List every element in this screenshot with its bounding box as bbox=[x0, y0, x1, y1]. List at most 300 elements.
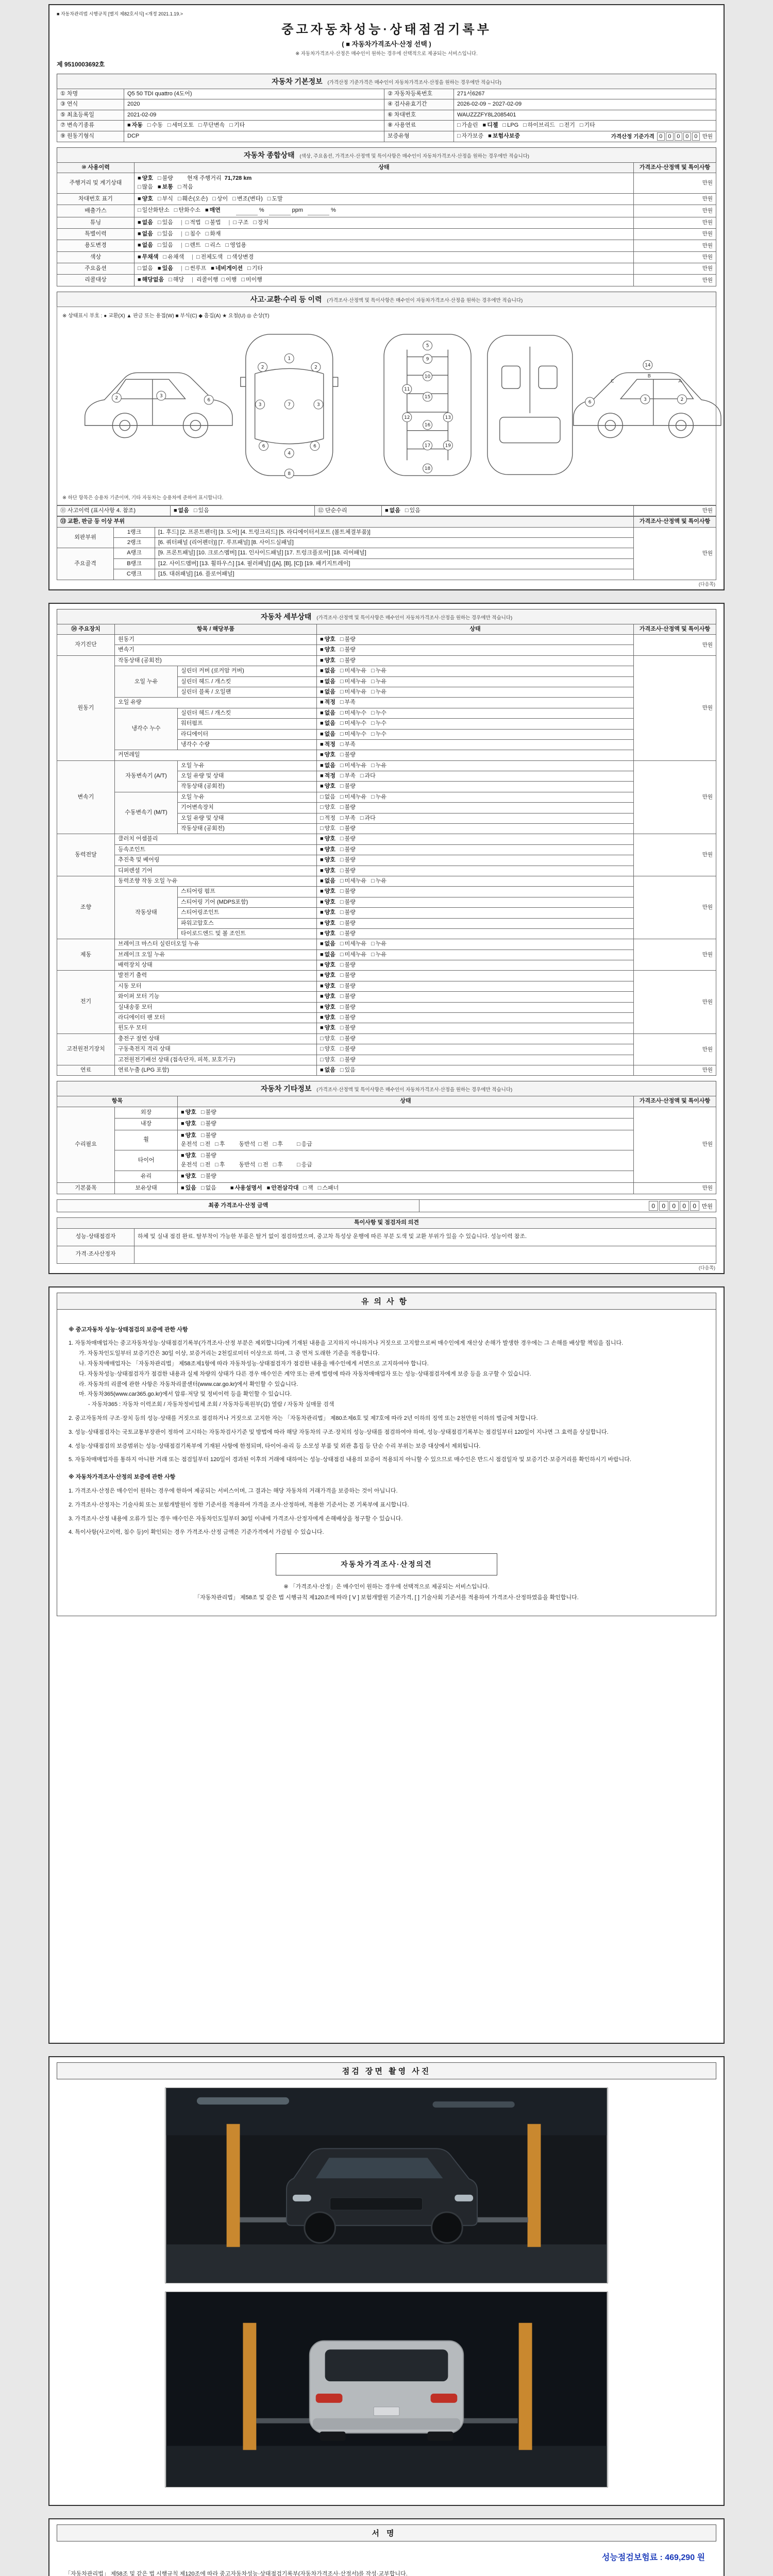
notice-line: 1. 자동차매매업자는 중고자동차성능·상태점검기록부(가격조사·산정 부분은 제외합니다)에 기재된 내용을 고지하지 아니하거나 거짓으로 고지함으로써 매수인에게 재산상 손해가 발생한 경우에는 그 손해를 배상할 책임을 집니다. bbox=[69, 1340, 624, 1347]
next-page-marker: (다음쪽) bbox=[698, 1265, 715, 1270]
gap bbox=[288, 1161, 297, 1169]
price-digit: 0 bbox=[659, 1201, 668, 1211]
part-name: 라디에이터 bbox=[178, 729, 317, 739]
svg-text:3: 3 bbox=[644, 397, 647, 402]
checkbox-label: 없음 bbox=[324, 688, 335, 695]
checkbox bbox=[320, 709, 335, 717]
detail-state-cell bbox=[317, 897, 634, 907]
checkbox bbox=[320, 636, 335, 643]
part-name: 워터펌프 bbox=[178, 719, 317, 729]
section-etc-title: 자동차 기타정보 bbox=[260, 1084, 312, 1093]
etc-state-cell bbox=[178, 1171, 634, 1182]
checkbox bbox=[320, 1024, 335, 1032]
checkbox-label: 네비게이션 bbox=[215, 265, 243, 272]
reg-no-label: ② 자동차등록번호 bbox=[384, 89, 454, 99]
device-name: 전기 bbox=[57, 971, 115, 1033]
checkbox-glyph: □ bbox=[200, 1109, 205, 1115]
usage-state-cell bbox=[135, 263, 634, 275]
checkbox-glyph: ■ bbox=[174, 507, 177, 514]
checkbox bbox=[178, 195, 208, 203]
checkbox-glyph: □ bbox=[340, 951, 344, 958]
checkbox-glyph: □ bbox=[340, 972, 344, 979]
checkbox bbox=[340, 709, 366, 717]
usage-history-row bbox=[57, 173, 716, 193]
checkbox-label: 없음 bbox=[324, 1067, 335, 1073]
etc-row bbox=[57, 1150, 716, 1171]
rank-items: [1. 후드] [2. 프론트펜더] [3. 도어] [4. 트렁크리드] [5. 라디에이터서포트 (볼트체결부품)] bbox=[155, 527, 634, 537]
part-name: 추진축 및 베어링 bbox=[115, 855, 317, 866]
notice-line: 4. 성능·상태점검의 보증범위는 성능·상태점검기록부에 기재된 사항에 한정되며, 타이어·유리 등 소모성 부품 및 외관 흠집 등 단순 수리 부위는 보증 대상에서 제외됩니다. bbox=[69, 1443, 481, 1449]
checkbox-glyph: ■ bbox=[181, 1173, 184, 1180]
detail-state-cell bbox=[317, 1013, 634, 1023]
checkbox-label: 없음 bbox=[324, 720, 335, 727]
text: 운전석 bbox=[181, 1141, 197, 1147]
checkbox bbox=[502, 122, 518, 129]
checkbox-label: 변조(변타) bbox=[237, 195, 263, 202]
checkbox-label: 불량 bbox=[344, 836, 356, 842]
checkbox-glyph: □ bbox=[185, 242, 189, 249]
checkbox-glyph: □ bbox=[174, 207, 178, 214]
checkbox-label: 수동 bbox=[152, 122, 163, 129]
svg-text:6: 6 bbox=[588, 399, 592, 405]
checkbox bbox=[457, 122, 478, 129]
detail-row bbox=[57, 939, 716, 950]
part-name: 동력조향 작동 오일 누유 bbox=[115, 876, 317, 886]
subsystem-name: 작동상태 bbox=[115, 887, 178, 939]
checkbox-glyph: ■ bbox=[320, 678, 324, 685]
usage-history-row bbox=[57, 193, 716, 205]
table-header-row bbox=[57, 162, 716, 173]
checkbox-label: 있음 bbox=[409, 507, 421, 514]
etc-state-cell bbox=[178, 1107, 634, 1118]
checkbox-label: 불량 bbox=[344, 1004, 356, 1010]
reg-no-value: 271서6267 bbox=[454, 89, 716, 99]
checkbox-label: 장치 bbox=[257, 219, 269, 226]
checkbox-glyph: ■ bbox=[157, 265, 161, 272]
checkbox bbox=[205, 207, 221, 214]
checkbox-label: 불량 bbox=[344, 867, 356, 874]
usage-state-cell bbox=[135, 275, 634, 286]
checkbox-label: 기타 bbox=[251, 265, 263, 272]
panel-rank-table bbox=[57, 516, 716, 580]
text: 현재 주행거리 bbox=[187, 175, 222, 181]
checkbox-glyph: □ bbox=[200, 1153, 205, 1159]
checkbox-glyph: □ bbox=[340, 699, 344, 706]
checkbox-glyph: □ bbox=[371, 678, 375, 685]
checkbox bbox=[371, 667, 386, 675]
part-name: 연료누출 (LPG 포함) bbox=[115, 1065, 317, 1076]
checkbox-label: 적정 bbox=[324, 699, 335, 706]
notice-line: 라. 자동차의 리콜에 관한 사항은 자동차리콜센터(www.car.go.kr)에서 확인할 수 있습니다. bbox=[79, 1381, 298, 1387]
checkbox-label: 하이브리드 bbox=[527, 122, 555, 129]
checkbox-glyph: □ bbox=[340, 836, 344, 842]
checkbox bbox=[340, 1035, 356, 1043]
checkbox bbox=[320, 762, 335, 770]
usage-item-name: 배출가스 bbox=[57, 205, 135, 217]
checkbox-glyph: □ bbox=[229, 122, 233, 129]
notice-line: - 자동차365 : 자동차 이력조회 / 자동차정비업체 조회 / 자동차등록원부(갑) 열람 / 자동차 실매물 검색 bbox=[88, 1401, 334, 1408]
checkbox-glyph: □ bbox=[273, 1161, 277, 1168]
checkbox-glyph: □ bbox=[247, 265, 251, 272]
detail-state-cell bbox=[317, 666, 634, 676]
part-name: 원동기 bbox=[115, 634, 317, 645]
checkbox-glyph: ■ bbox=[385, 507, 389, 514]
checkbox bbox=[201, 1152, 216, 1160]
checkbox-label: 부식 bbox=[162, 195, 173, 202]
etc-info-table bbox=[57, 1096, 716, 1194]
rank-name: B랭크 bbox=[114, 558, 155, 569]
checkbox bbox=[320, 667, 335, 675]
checkbox-glyph: □ bbox=[303, 1184, 307, 1191]
part-name: 기어변속장치 bbox=[178, 803, 317, 813]
checkbox-label: 상이 bbox=[217, 195, 228, 202]
svg-text:7: 7 bbox=[288, 402, 291, 408]
svg-text:12: 12 bbox=[404, 415, 410, 420]
checkbox-glyph: ■ bbox=[482, 122, 486, 129]
part-name: 실내송풍 모터 bbox=[115, 1002, 317, 1012]
checkbox bbox=[320, 1045, 335, 1053]
section-basic-title: 자동차 기본정보 bbox=[272, 77, 323, 86]
checkbox-glyph: □ bbox=[340, 825, 344, 832]
section-overall bbox=[57, 147, 716, 162]
detail-state-cell bbox=[317, 645, 634, 655]
svg-text:B: B bbox=[647, 374, 651, 379]
device-name: 동력전달 bbox=[57, 834, 115, 876]
table-row bbox=[57, 131, 716, 142]
checkbox-glyph: □ bbox=[340, 930, 344, 937]
checkbox-glyph: □ bbox=[233, 219, 237, 226]
checkbox-label: 양호 bbox=[324, 783, 335, 790]
detail-state-cell bbox=[317, 981, 634, 991]
checkbox-glyph: □ bbox=[138, 207, 141, 214]
checkbox bbox=[258, 1141, 268, 1148]
checkbox-glyph: □ bbox=[405, 507, 409, 514]
checkbox bbox=[253, 219, 268, 227]
checkbox bbox=[258, 1161, 268, 1169]
fuel-options bbox=[454, 121, 716, 131]
checkbox-label: 디젤 bbox=[487, 122, 498, 129]
checkbox-glyph: □ bbox=[340, 1025, 344, 1031]
detail-row bbox=[57, 666, 716, 676]
checkbox-label: 누유 bbox=[375, 793, 387, 800]
svg-text:10: 10 bbox=[424, 374, 431, 380]
checkbox bbox=[320, 804, 335, 811]
part-name: 브레이크 마스터 실린더오일 누유 bbox=[115, 939, 317, 950]
usage-state-cell bbox=[135, 240, 634, 251]
svg-text:13: 13 bbox=[445, 415, 451, 420]
detail-state-cell bbox=[317, 844, 634, 855]
part-name: 파워고압호스 bbox=[178, 918, 317, 928]
checkbox bbox=[340, 1014, 356, 1022]
opinion-author: 성능·상태점검자 bbox=[57, 1228, 135, 1246]
etc-group-header: 항목 bbox=[57, 1096, 178, 1107]
etc-row bbox=[57, 1107, 716, 1118]
checkbox-glyph: ■ bbox=[320, 941, 324, 947]
usage-history-row bbox=[57, 240, 716, 251]
table-row bbox=[57, 121, 716, 131]
checkbox-glyph: ■ bbox=[320, 1067, 324, 1073]
price-cell: 만원 bbox=[634, 527, 716, 580]
state-line bbox=[181, 1184, 630, 1193]
detail-state-cell bbox=[317, 782, 634, 792]
checkbox-glyph: ■ bbox=[138, 230, 141, 237]
checkbox-glyph: ■ bbox=[211, 265, 214, 272]
detail-state-cell bbox=[317, 876, 634, 886]
checkbox bbox=[206, 242, 221, 249]
checkbox-label: 스패너 bbox=[322, 1184, 339, 1191]
checkbox bbox=[181, 1152, 196, 1160]
checkbox-glyph: □ bbox=[340, 962, 344, 969]
detail-row bbox=[57, 645, 716, 655]
detail-state-cell bbox=[317, 887, 634, 897]
checkbox-label: 양호 bbox=[324, 804, 335, 811]
checkbox bbox=[560, 122, 575, 129]
separator: | bbox=[180, 242, 182, 249]
checkbox-glyph: □ bbox=[340, 752, 344, 758]
panel-rank-row bbox=[57, 538, 716, 548]
checkbox-glyph: □ bbox=[200, 1184, 205, 1191]
rank-name: A랭크 bbox=[114, 548, 155, 558]
checkbox bbox=[340, 804, 356, 811]
checkbox-label: 구조 bbox=[238, 219, 249, 226]
price-digit: 0 bbox=[669, 1201, 679, 1211]
checkbox bbox=[233, 219, 248, 227]
checkbox bbox=[158, 175, 173, 182]
detail-state-cell bbox=[317, 971, 634, 981]
checkbox-glyph: □ bbox=[340, 899, 344, 905]
checkbox bbox=[196, 253, 223, 261]
checkbox bbox=[230, 1184, 262, 1192]
checkbox-label: 양호 bbox=[324, 752, 335, 758]
checkbox-label: 불량 bbox=[162, 175, 173, 181]
detail-state-cell bbox=[317, 676, 634, 687]
checkbox bbox=[158, 195, 173, 203]
checkbox-label: 있음 bbox=[162, 219, 173, 226]
checkbox-label: 없음 bbox=[142, 230, 153, 237]
etc-item-name: 휠 bbox=[115, 1130, 178, 1150]
checkbox bbox=[163, 253, 184, 261]
detail-row bbox=[57, 971, 716, 981]
checkbox-label: 양호 bbox=[324, 1025, 335, 1031]
usage-state-cell bbox=[135, 228, 634, 240]
rank-items: [6. 쿼터패널 (리어펜더)] [7. 루프패널] [8. 사이드실패널] bbox=[155, 538, 634, 548]
checkbox-glyph: □ bbox=[200, 1141, 204, 1147]
sheet-photos bbox=[48, 2056, 725, 2506]
usage-item-name: 특별이력 bbox=[57, 228, 135, 240]
checkbox-glyph: □ bbox=[241, 277, 245, 283]
svg-text:A: A bbox=[678, 379, 682, 384]
price-cell: 만원 bbox=[634, 205, 716, 217]
checkbox-glyph: □ bbox=[340, 867, 344, 874]
checkbox bbox=[488, 132, 520, 140]
checkbox bbox=[340, 815, 356, 822]
part-name: 스티어링 펌프 bbox=[178, 887, 317, 897]
checkbox-glyph: □ bbox=[157, 230, 161, 237]
section-accident-title: 사고·교환·수리 등 이력 bbox=[250, 295, 322, 303]
panel-rank-row bbox=[57, 569, 716, 580]
base-price-label: 가격산정 기준가격 bbox=[611, 133, 654, 140]
vin-label: ⑥ 차대번호 bbox=[384, 110, 454, 120]
value: 71,728 km bbox=[224, 175, 252, 181]
checkbox bbox=[158, 265, 173, 273]
law-note: ■ 자동차관리법 시행규칙 [별지 제82호서식] <개정 2021.1.19.> bbox=[57, 11, 183, 16]
checkbox-label: 양호 bbox=[324, 1004, 335, 1010]
notice-title: 유의사항 bbox=[57, 1293, 716, 1310]
checkbox-label: 가솔린 bbox=[461, 122, 478, 129]
checkbox bbox=[138, 253, 159, 261]
checkbox-label: 자동 bbox=[131, 122, 143, 129]
checkbox-glyph: ■ bbox=[320, 709, 324, 716]
checkbox bbox=[320, 1035, 335, 1043]
checkbox-label: 미세누유 bbox=[344, 668, 367, 674]
checkbox-glyph: □ bbox=[200, 1173, 205, 1180]
checkbox-glyph: ■ bbox=[320, 1025, 324, 1031]
table-row bbox=[57, 1199, 716, 1212]
part-name: 변속기 bbox=[115, 645, 317, 655]
table-row bbox=[57, 505, 716, 516]
checkbox-label: 불량 bbox=[344, 909, 356, 916]
checkbox bbox=[320, 867, 335, 875]
checkbox-label: 있음 bbox=[185, 1184, 196, 1191]
checkbox-label: 없음 bbox=[324, 877, 335, 884]
price-cell: 만원 bbox=[634, 505, 716, 516]
checkbox bbox=[340, 657, 356, 665]
blank-field bbox=[269, 207, 291, 215]
part-name: 윈도우 모터 bbox=[115, 1023, 317, 1033]
checkbox bbox=[186, 219, 201, 227]
checkbox-label: 전 bbox=[263, 1141, 268, 1147]
checkbox bbox=[320, 835, 335, 843]
overall-state-table bbox=[57, 162, 716, 286]
signature-body bbox=[57, 2541, 716, 2576]
checkbox-label: 양호 bbox=[324, 899, 335, 905]
checkbox-glyph: ■ bbox=[138, 253, 141, 260]
usage-history-row bbox=[57, 228, 716, 240]
signature-line: 「자동차관리법」 제58조 및 같은 법 시행규칙 제120조에 따라 중고자동차성능·상태점검기록부(자동차가격조사·산정서)를 작성·교부합니다. bbox=[65, 2570, 408, 2576]
checkbox-label: 양호 bbox=[142, 175, 153, 181]
checkbox-label: 양호 bbox=[185, 1121, 196, 1127]
detail-row bbox=[57, 792, 716, 802]
separator: | bbox=[180, 265, 182, 272]
checkbox-glyph: ■ bbox=[320, 867, 324, 874]
checkbox bbox=[198, 122, 225, 129]
checkbox-label: 없음 bbox=[324, 731, 335, 737]
checkbox bbox=[340, 835, 356, 843]
checkbox-glyph: □ bbox=[457, 132, 461, 139]
state-line bbox=[181, 1172, 630, 1181]
year-value: 2020 bbox=[124, 99, 384, 110]
detail-state-cell bbox=[317, 918, 634, 928]
device-header: ⑭ 주요장치 bbox=[57, 624, 115, 634]
svg-text:2: 2 bbox=[680, 397, 684, 402]
svg-text:6: 6 bbox=[313, 444, 316, 449]
checkbox-glyph: ■ bbox=[320, 909, 324, 916]
accident-diagram-box bbox=[57, 307, 716, 505]
checkbox-glyph: □ bbox=[157, 242, 161, 249]
checkbox-label: 누유 bbox=[375, 951, 387, 958]
notice-line: 4. 특이사항(사고이력, 침수 등)이 확인되는 경우 가격조사·산정 금액은 기준가격에서 가감될 수 있습니다. bbox=[69, 1529, 324, 1536]
price-cell: 만원 bbox=[634, 634, 716, 655]
checkbox-label: 과다 bbox=[364, 773, 376, 779]
checkbox bbox=[158, 219, 173, 227]
state-line bbox=[181, 1151, 630, 1160]
checkbox bbox=[340, 699, 356, 706]
checkbox-glyph: □ bbox=[177, 184, 181, 191]
checkbox-label: 세미오토 bbox=[172, 122, 194, 129]
detail-state-cell bbox=[317, 950, 634, 960]
signature-lines bbox=[65, 2569, 708, 2576]
detail-row bbox=[57, 634, 716, 645]
checkbox-glyph: □ bbox=[200, 1132, 205, 1139]
checkbox bbox=[340, 1056, 356, 1064]
detail-row bbox=[57, 844, 716, 855]
checkbox bbox=[340, 762, 366, 770]
checkbox-label: 불량 bbox=[344, 647, 356, 653]
part-name: 스티어링조인트 bbox=[178, 908, 317, 918]
gap bbox=[288, 1141, 297, 1148]
svg-text:19: 19 bbox=[445, 443, 451, 449]
page-title: 중고자동차성능·상태점검기록부 bbox=[281, 23, 492, 37]
checkbox-label: 불량 bbox=[344, 636, 356, 642]
detail-state-cell bbox=[317, 855, 634, 866]
checkbox-label: 적음 bbox=[182, 184, 193, 191]
usage-item-name: 주요옵션 bbox=[57, 263, 135, 275]
device-name: 연료 bbox=[57, 1065, 115, 1076]
state-line bbox=[138, 195, 630, 204]
part-name: 구동축전지 격리 상태 bbox=[115, 1044, 317, 1055]
checkbox bbox=[169, 276, 184, 284]
panel-rank-row bbox=[57, 527, 716, 537]
svg-text:4: 4 bbox=[288, 451, 291, 456]
checkbox-label: 미세누수 bbox=[344, 709, 367, 716]
checkbox-label: 유채색 bbox=[167, 253, 184, 260]
state-line bbox=[181, 1140, 630, 1149]
checkbox-glyph: □ bbox=[340, 982, 344, 989]
checkbox bbox=[340, 920, 356, 927]
detail-state-cell bbox=[317, 1002, 634, 1012]
price-cell: 만원 bbox=[634, 876, 716, 939]
checkbox bbox=[320, 961, 335, 969]
checkbox-glyph: ■ bbox=[320, 752, 324, 758]
checkbox-label: 양호 bbox=[185, 1132, 196, 1139]
checkbox-label: 전체도색 bbox=[200, 253, 223, 260]
section-overall-note: (색상, 주요옵션, 가격조사·산정액 및 특이사항은 매수인이 자동차가격조사·산정을 원하는 경우에만 적습니다) bbox=[299, 153, 529, 159]
checkbox bbox=[320, 1056, 335, 1064]
checkbox bbox=[181, 1109, 196, 1116]
table-row bbox=[57, 110, 716, 120]
section-detail-title: 자동차 세부상태 bbox=[260, 612, 312, 621]
detail-state-cell bbox=[317, 1055, 634, 1065]
price-cell: 만원 bbox=[634, 240, 716, 251]
checkbox bbox=[340, 1066, 356, 1074]
checkbox-label: 훼손(오손) bbox=[182, 195, 208, 202]
checkbox-glyph: □ bbox=[371, 941, 375, 947]
checkbox-label: 누유 bbox=[375, 688, 387, 695]
gap bbox=[225, 207, 234, 214]
checkbox-label: 양호 bbox=[324, 867, 335, 874]
checkbox-label: 자가보증 bbox=[461, 132, 484, 139]
table-row bbox=[57, 89, 716, 99]
sheet-basic bbox=[48, 4, 725, 590]
price-cell: 만원 bbox=[634, 1033, 716, 1065]
checkbox bbox=[320, 993, 335, 1001]
checkbox-glyph: □ bbox=[232, 195, 236, 202]
checkbox bbox=[232, 195, 263, 203]
checkbox-glyph: □ bbox=[371, 709, 375, 716]
final-price-table bbox=[57, 1199, 716, 1212]
checkbox-label: 양호 bbox=[324, 1056, 335, 1063]
checkbox bbox=[215, 1141, 225, 1148]
